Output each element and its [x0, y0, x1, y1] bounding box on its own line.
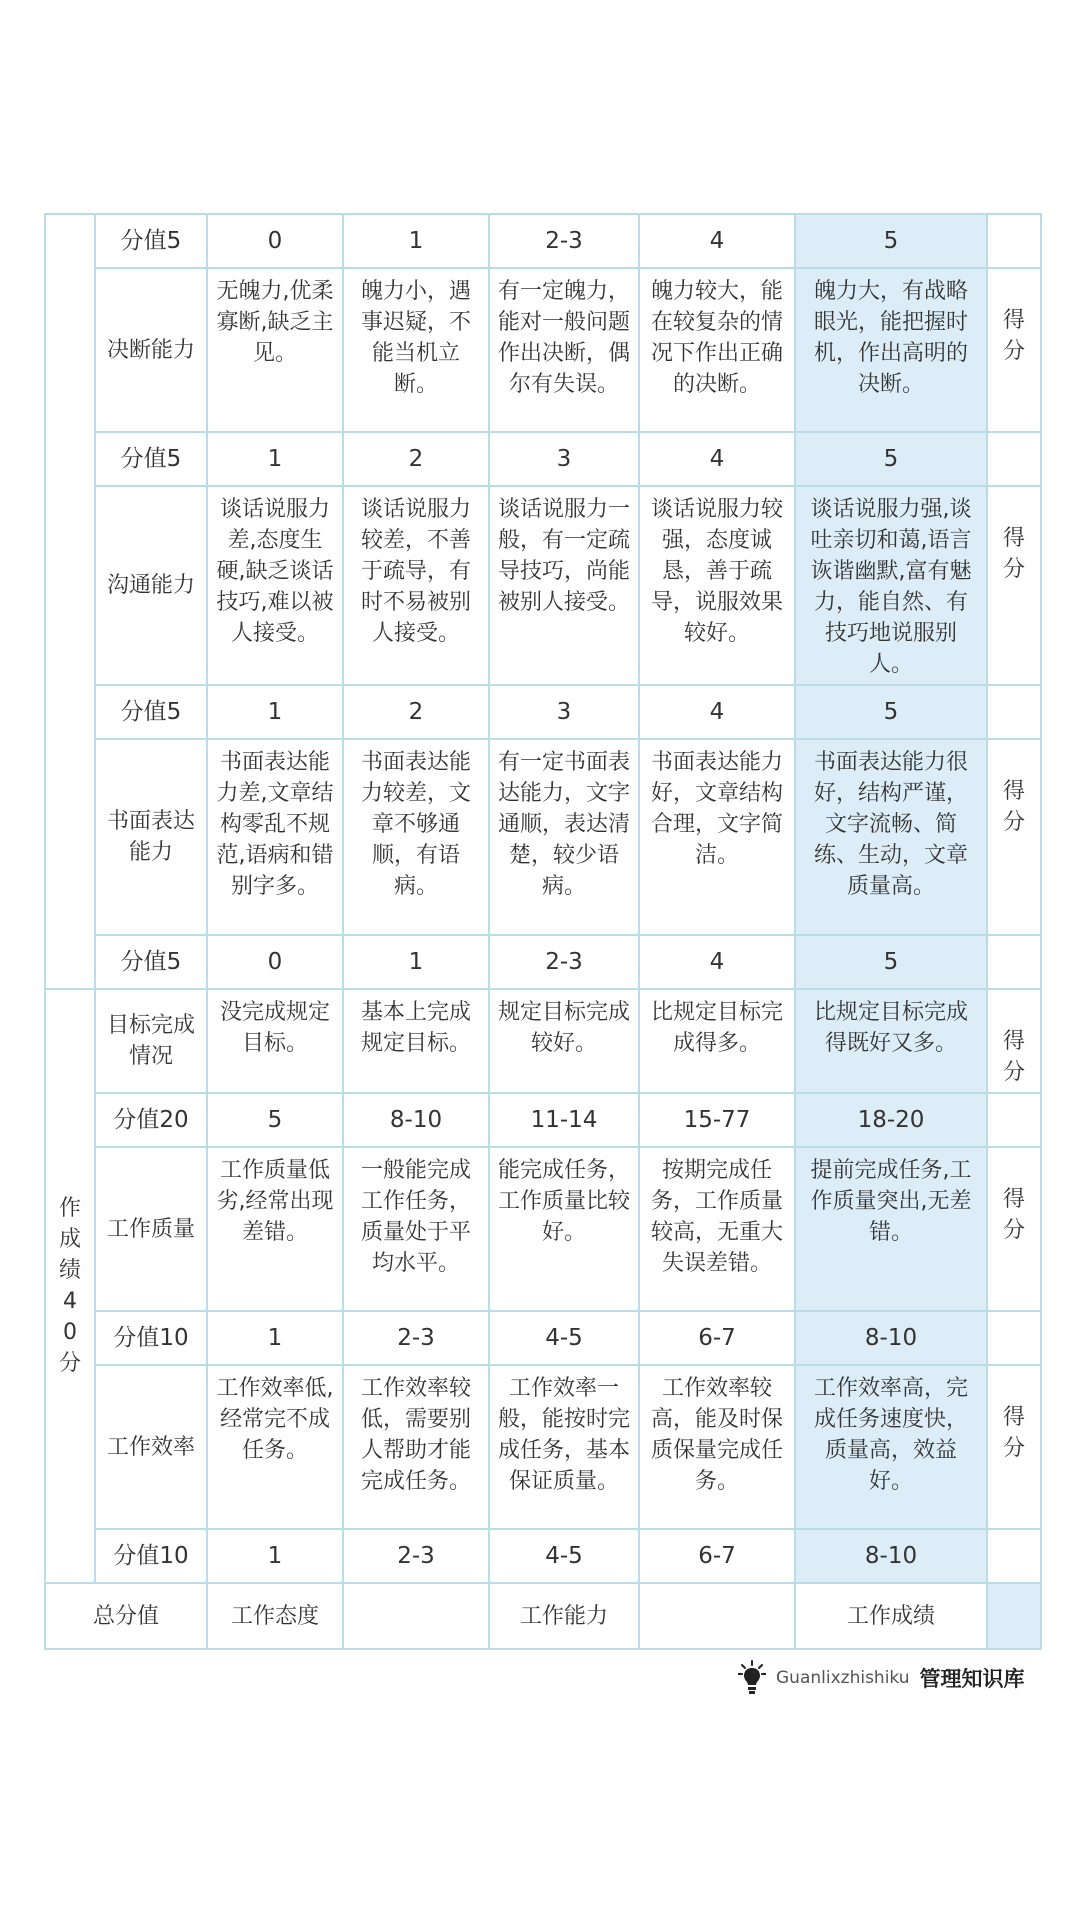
criterion-label: 决断能力: [95, 268, 207, 432]
score-label: 分值5: [95, 935, 207, 989]
level-4-description: 书面表达能力好，文章结构合理，文字简洁。: [639, 739, 795, 935]
score-level-1: 1: [207, 432, 343, 486]
score-row: [45, 432, 1041, 486]
lightbulb-icon: [738, 1660, 766, 1696]
level-1-description: 谈话说服力差,态度生硬,缺乏谈话技巧,难以被人接受。: [207, 486, 343, 685]
criterion-label: 书面表达能力: [95, 739, 207, 935]
score-entry-label: 得分: [1002, 308, 1025, 364]
score-level-5: 5: [795, 432, 987, 486]
score-row: [45, 1311, 1041, 1365]
score-label: 分值20: [95, 1093, 207, 1147]
criterion-row: [45, 1365, 1041, 1529]
score-entry-cell: [987, 685, 1041, 739]
score-level-3: 3: [489, 685, 639, 739]
level-3-description: 有一定书面表达能力，文字通顺，表达清楚，较少语病。: [489, 739, 639, 935]
score-entry-cell: [987, 935, 1041, 989]
total-cell-2[interactable]: [343, 1583, 489, 1649]
score-entry-label: 得分: [1002, 1029, 1025, 1085]
level-3-description: 工作效率一般，能按时完成任务，基本保证质量。: [489, 1365, 639, 1529]
total-cell-5: 工作成绩: [795, 1583, 987, 1649]
score-entry-cell[interactable]: [987, 739, 1041, 935]
level-1-description: 工作效率低,经常完不成任务。: [207, 1365, 343, 1529]
category-cell-ability: [45, 214, 95, 989]
score-level-3: 11-14: [489, 1093, 639, 1147]
level-5-description: 书面表达能力很好，结构严谨，文字流畅、简练、生动，文章质量高。: [795, 739, 987, 935]
score-level-2: 2: [343, 685, 489, 739]
score-level-1: 0: [207, 214, 343, 268]
score-entry-cell[interactable]: [987, 1365, 1041, 1529]
level-5-description: 提前完成任务,工作质量突出,无差错。: [795, 1147, 987, 1311]
total-label: 总分值: [45, 1583, 207, 1649]
score-entry-cell: [987, 1093, 1041, 1147]
evaluation-table: [44, 213, 1042, 1650]
level-5-description: 谈话说服力强,谈吐亲切和蔼,语言诙谐幽默,富有魅力，能自然、有技巧地说服别人。: [795, 486, 987, 685]
criterion-row: [45, 268, 1041, 432]
level-5-description: 工作效率高，完成任务速度快，质量高，效益好。: [795, 1365, 987, 1529]
score-level-1: 1: [207, 1311, 343, 1365]
score-row: [45, 685, 1041, 739]
level-1-description: 书面表达能力差,文章结构零乱不规范,语病和错别字多。: [207, 739, 343, 935]
score-entry-cell: [987, 214, 1041, 268]
score-entry-cell[interactable]: [987, 268, 1041, 432]
level-2-description: 魄力小，遇事迟疑，不能当机立断。: [343, 268, 489, 432]
level-2-description: 谈话说服力较差，不善于疏导，有时不易被别人接受。: [343, 486, 489, 685]
score-row: [45, 1093, 1041, 1147]
category-label: 作成绩40分: [58, 1196, 81, 1376]
score-label: 分值10: [95, 1529, 207, 1583]
level-4-description: 按期完成任务，工作质量较高，无重大失误差错。: [639, 1147, 795, 1311]
criterion-row: [45, 739, 1041, 935]
score-label: 分值5: [95, 685, 207, 739]
score-entry-cell: [987, 432, 1041, 486]
total-cell-4[interactable]: [639, 1583, 795, 1649]
level-4-description: 魄力较大，能在较复杂的情况下作出正确的决断。: [639, 268, 795, 432]
score-level-4: 4: [639, 685, 795, 739]
score-level-5: 5: [795, 935, 987, 989]
total-row: [45, 1583, 1041, 1649]
criterion-label: 目标完成情况: [95, 989, 207, 1093]
criterion-row: [45, 989, 1041, 1093]
level-1-description: 工作质量低劣,经常出现差错。: [207, 1147, 343, 1311]
score-level-4: 4: [639, 214, 795, 268]
level-3-description: 规定目标完成较好。: [489, 989, 639, 1093]
score-level-5: 5: [795, 214, 987, 268]
score-label: 分值5: [95, 214, 207, 268]
level-4-description: 谈话说服力较强，态度诚恳，善于疏导，说服效果较好。: [639, 486, 795, 685]
level-2-description: 书面表达能力较差，文章不够通顺，有语病。: [343, 739, 489, 935]
criterion-row: [45, 486, 1041, 685]
criterion-row: [45, 1147, 1041, 1311]
level-5-description: 魄力大，有战略眼光，能把握时机，作出高明的决断。: [795, 268, 987, 432]
level-2-description: 一般能完成工作任务，质量处于平均水平。: [343, 1147, 489, 1311]
score-level-4: 15-77: [639, 1093, 795, 1147]
score-entry-cell: [987, 1311, 1041, 1365]
score-level-2: 8-10: [343, 1093, 489, 1147]
level-3-description: 有一定魄力，能对一般问题作出决断，偶尔有失误。: [489, 268, 639, 432]
score-entry-cell[interactable]: [987, 1147, 1041, 1311]
score-level-3: 4-5: [489, 1529, 639, 1583]
category-cell-performance: [45, 989, 95, 1583]
level-1-description: 没完成规定目标。: [207, 989, 343, 1093]
footer-brand: [738, 1660, 1048, 1696]
level-4-description: 工作效率较高，能及时保质保量完成任务。: [639, 1365, 795, 1529]
score-level-1: 0: [207, 935, 343, 989]
score-row: [45, 1529, 1041, 1583]
score-level-3: 2-3: [489, 935, 639, 989]
total-cell-1: 工作态度: [207, 1583, 343, 1649]
score-level-4: 4: [639, 935, 795, 989]
score-row: [45, 935, 1041, 989]
level-5-description: 比规定目标完成得既好又多。: [795, 989, 987, 1093]
score-level-2: 2: [343, 432, 489, 486]
total-cell-6[interactable]: [987, 1583, 1041, 1649]
score-level-5: 5: [795, 685, 987, 739]
score-level-2: 2-3: [343, 1311, 489, 1365]
level-4-description: 比规定目标完成得多。: [639, 989, 795, 1093]
score-label: 分值5: [95, 432, 207, 486]
total-cell-3: 工作能力: [489, 1583, 639, 1649]
score-level-5: 8-10: [795, 1311, 987, 1365]
score-entry-label: 得分: [1002, 526, 1025, 582]
score-entry-cell[interactable]: [987, 486, 1041, 685]
criterion-label: 沟通能力: [95, 486, 207, 685]
score-entry-cell[interactable]: [987, 989, 1041, 1093]
score-level-5: 8-10: [795, 1529, 987, 1583]
score-level-1: 5: [207, 1093, 343, 1147]
level-1-description: 无魄力,优柔寡断,缺乏主见。: [207, 268, 343, 432]
criterion-label: 工作质量: [95, 1147, 207, 1311]
score-entry-label: 得分: [1002, 1187, 1025, 1243]
score-label: 分值10: [95, 1311, 207, 1365]
score-level-2: 1: [343, 214, 489, 268]
criterion-label: 工作效率: [95, 1365, 207, 1529]
level-2-description: 基本上完成规定目标。: [343, 989, 489, 1093]
score-level-4: 6-7: [639, 1529, 795, 1583]
level-2-description: 工作效率较低，需要别人帮助才能完成任务。: [343, 1365, 489, 1529]
level-3-description: 能完成任务，工作质量比较好。: [489, 1147, 639, 1311]
score-level-4: 4: [639, 432, 795, 486]
score-entry-label: 得分: [1002, 779, 1025, 835]
score-level-5: 18-20: [795, 1093, 987, 1147]
score-level-4: 6-7: [639, 1311, 795, 1365]
score-entry-cell: [987, 1529, 1041, 1583]
score-row: [45, 214, 1041, 268]
score-level-3: 2-3: [489, 214, 639, 268]
level-3-description: 谈话说服力一般，有一定疏导技巧，尚能被别人接受。: [489, 486, 639, 685]
score-level-1: 1: [207, 685, 343, 739]
score-level-1: 1: [207, 1529, 343, 1583]
score-level-2: 2-3: [343, 1529, 489, 1583]
brand-english: Guanlixzhishiku: [776, 1668, 910, 1688]
score-entry-label: 得分: [1002, 1405, 1025, 1461]
score-level-3: 3: [489, 432, 639, 486]
brand-chinese: 管理知识库: [919, 1666, 1025, 1691]
score-level-3: 4-5: [489, 1311, 639, 1365]
score-level-2: 1: [343, 935, 489, 989]
